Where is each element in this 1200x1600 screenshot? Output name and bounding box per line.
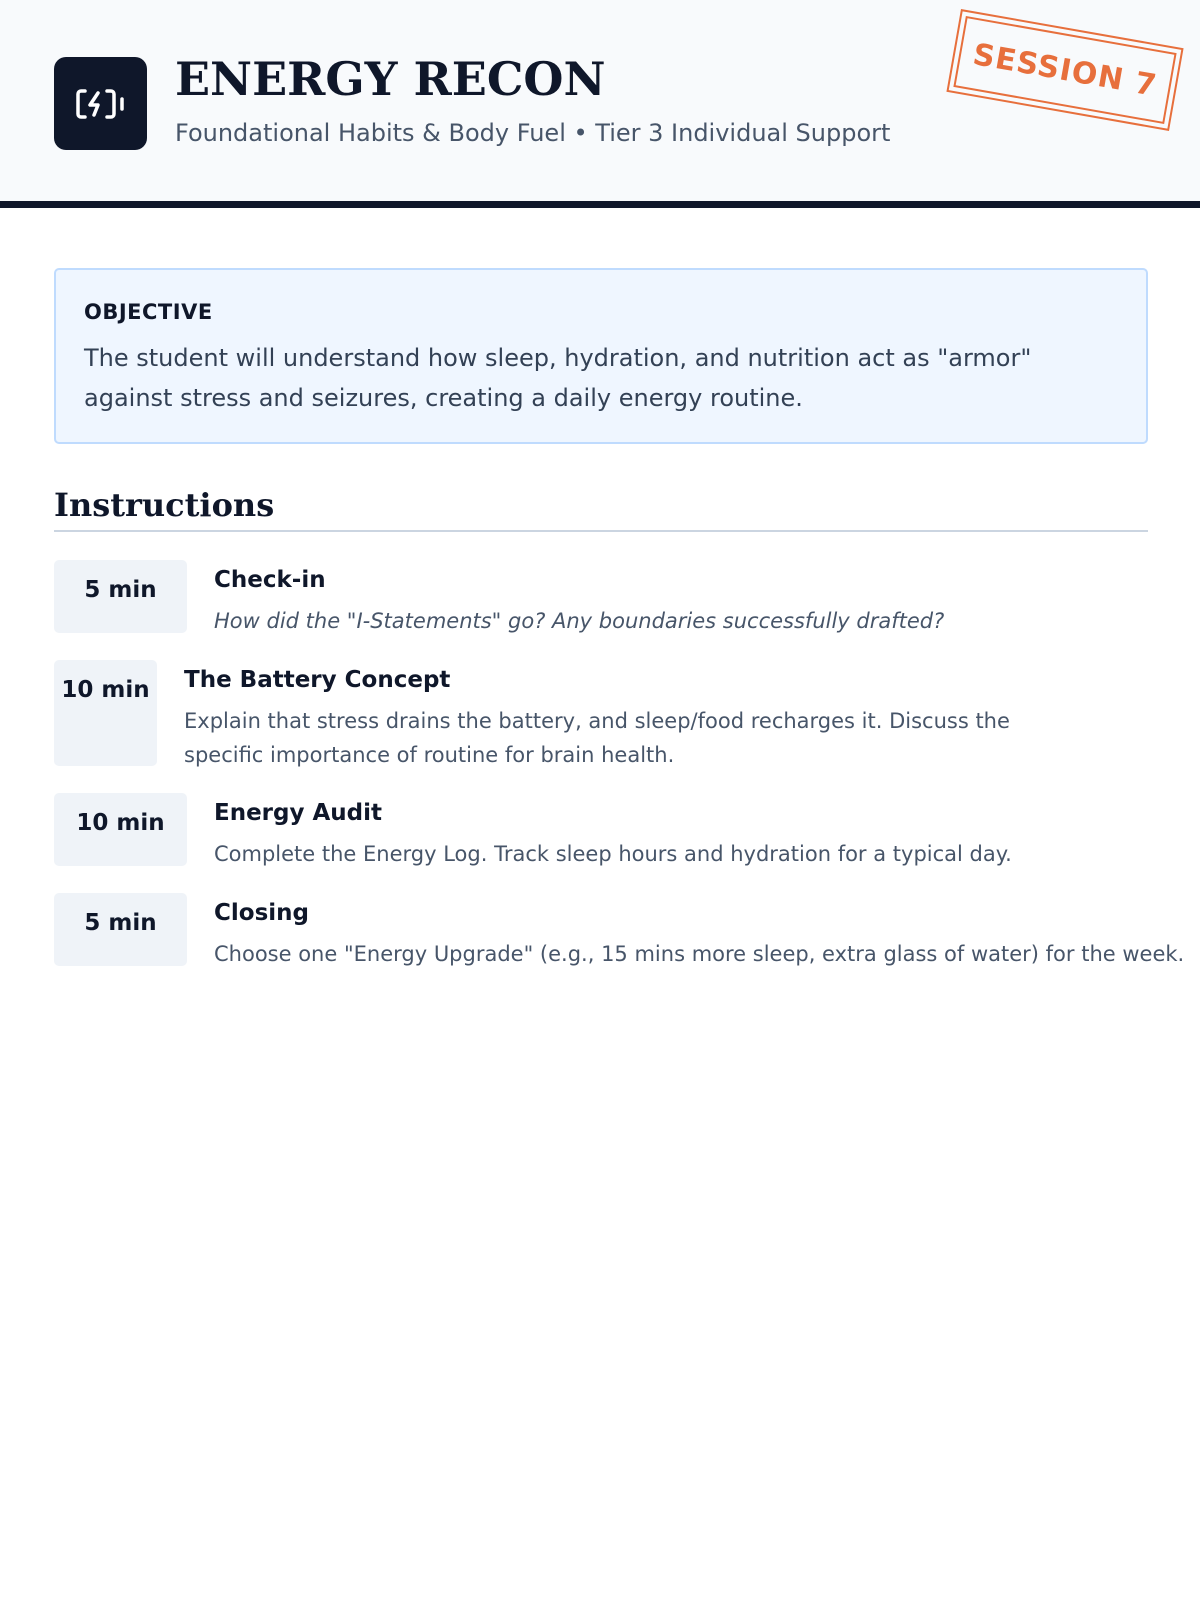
objective-box (54, 268, 1148, 444)
divider (54, 530, 1148, 532)
step-description: Choose one "Energy Upgrade" (e.g., 15 mins more sleep, extra glass of water) for the week. (214, 942, 1185, 966)
step-description: How did the "I-Statements" go? Any boundaries successfully drafted? (214, 609, 945, 633)
instruction-step (54, 893, 1185, 967)
objective-label: OBJECTIVE (84, 300, 213, 324)
page-subtitle: Foundational Habits & Body Fuel • Tier 3 Individual Support (175, 119, 891, 147)
session-stamp-label: SESSION 7 (953, 16, 1176, 124)
instruction-step (54, 560, 1164, 634)
step-title: Check-in (214, 567, 326, 593)
step-title: The Battery Concept (184, 667, 451, 693)
instruction-step (54, 793, 1164, 867)
page-title: ENERGY RECON (175, 52, 606, 106)
logo (54, 57, 147, 150)
step-title: Closing (214, 900, 309, 926)
step-description: Explain that stress drains the battery, and sleep/food recharges it. Discuss the specific importance of routine for brain health. (184, 709, 1010, 767)
battery-charging-icon (75, 86, 127, 122)
objective-text: The student will understand how sleep, hydration, and nutrition act as "armor" against stress and seizures, creating a daily energy routine. (84, 344, 1032, 412)
step-title: Energy Audit (214, 800, 383, 826)
step-duration: 10 min (54, 660, 157, 766)
instructions-heading: Instructions (54, 486, 275, 524)
step-duration: 5 min (54, 560, 187, 633)
page-header (0, 0, 1200, 208)
session-stamp (946, 9, 1183, 131)
step-duration: 5 min (54, 893, 187, 966)
step-description: Complete the Energy Log. Track sleep hours and hydration for a typical day. (214, 842, 1012, 866)
instruction-step (54, 660, 1164, 766)
step-duration: 10 min (54, 793, 187, 866)
